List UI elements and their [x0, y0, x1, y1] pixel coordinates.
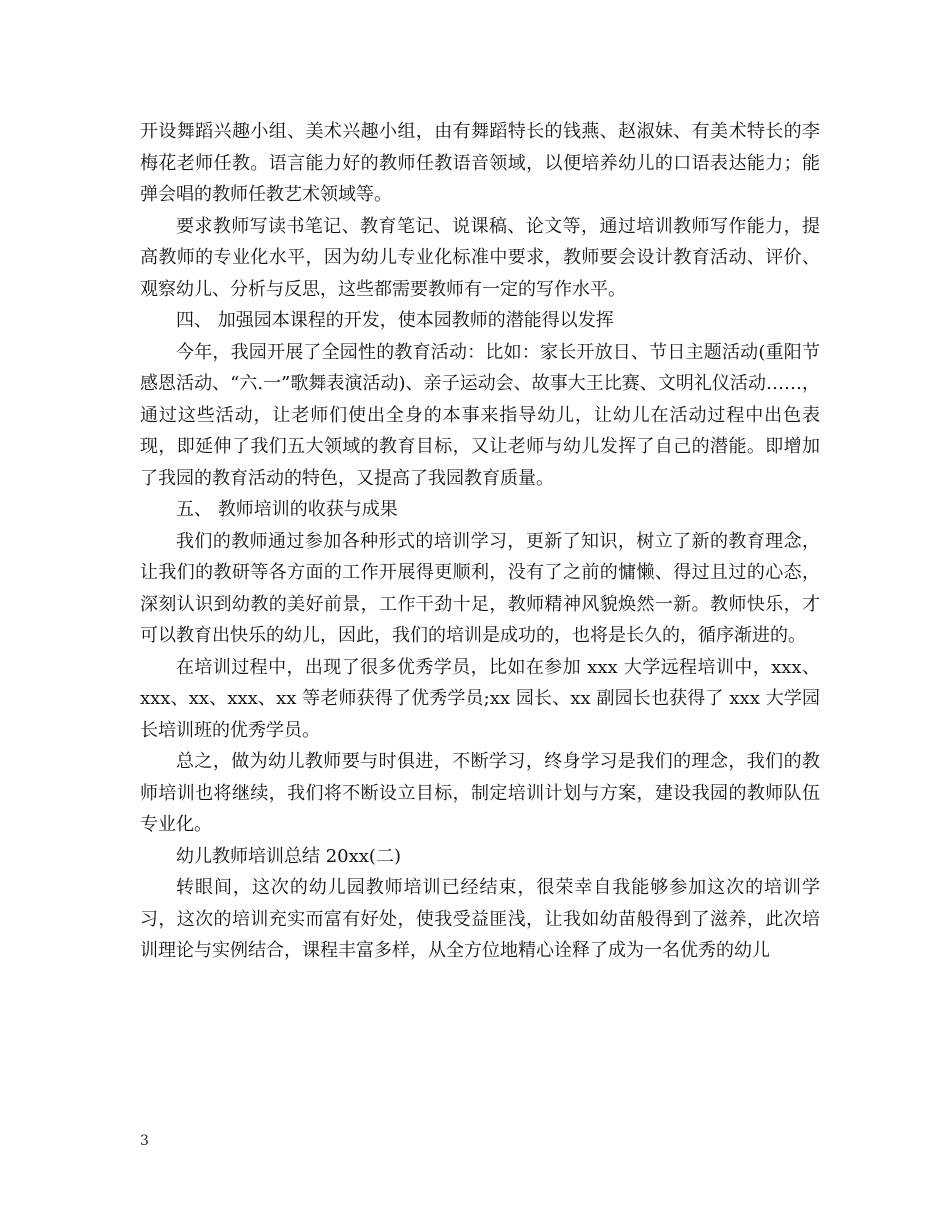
section-heading-summary-2: 幼儿教师培训总结 20xx(二) — [176, 845, 401, 867]
document-body — [140, 116, 820, 967]
page-number: 3 — [140, 1133, 149, 1149]
paragraph-6: 总之，做为幼儿教师要与时俱进，不断学习，终身学习是我们的理念，我们的教师培训也将继续，我们将不断设立目标，制定培训计划与方案，建设我园的教师队伍专业化。 — [140, 751, 820, 835]
paragraph-1: 开设舞蹈兴趣小组、美术兴趣小组，由有舞蹈特长的钱燕、赵淑妹、有美术特长的李梅花老师任教。语言能力好的教师任教语音领域，以便培养幼儿的口语表达能力；能弹会唱的教师任教艺术领域等。 — [140, 121, 820, 205]
paragraph-7: 转眼间，这次的幼儿园教师培训已经结束，很荣幸自我能够参加这次的培训学习，这次的培训充实而富有好处，使我受益匪浅，让我如幼苗般得到了滋养，此次培训理论与实例结合，课程丰富多样，从全方位地精心诠释了成为一名优秀的幼儿 — [140, 877, 820, 961]
section-heading-4: 四、 加强园本课程的开发，使本园教师的潜能得以发挥 — [176, 310, 614, 331]
section-heading-5: 五、 教师培训的收获与成果 — [176, 499, 398, 520]
paragraph-5: 在培训过程中，出现了很多优秀学员，比如在参加 xxx 大学远程培训中，xxx、xxx、xx、xxx、xx 等老师获得了优秀学员;xx 园长、xx 副园长也获得了 xxx 大学园长培训班的优秀学员。 — [140, 656, 820, 741]
paragraph-2: 要求教师写读书笔记、教育笔记、说课稿、论文等，通过培训教师写作能力，提高教师的专业化水平，因为幼儿专业化标准中要求，教师要会设计教育活动、评价、观察幼儿、分析与反思，这些都需要教师有一定的写作水平。 — [140, 215, 820, 300]
paragraph-3: 今年，我园开展了全园性的教育活动：比如：家长开放日、节日主题活动(重阳节感恩活动、“六.一”歌舞表演活动)、亲子运动会、故事大王比赛、文明礼仪活动……，通过这些活动，让老师们使出全身的本事来指导幼儿，让幼儿在活动过程中出色表现，即延伸了我们五大领域的教育目标，又让老师与幼儿发挥了自己的潜能。即增加了我园的教育活动的特色，又提高了我园教育质量。 — [140, 341, 820, 489]
paragraph-4: 我们的教师通过参加各种形式的培训学习，更新了知识，树立了新的教育理念，让我们的教研等各方面的工作开展得更顺利，没有了之前的慵懒、得过且过的心态，深刻认识到幼教的美好前景，工作干劲十足，教师精神风貌焕然一新。教师快乐，才可以教育出快乐的幼儿，因此，我们的培训是成功的，也将是长久的，循序渐进的。 — [140, 530, 820, 646]
